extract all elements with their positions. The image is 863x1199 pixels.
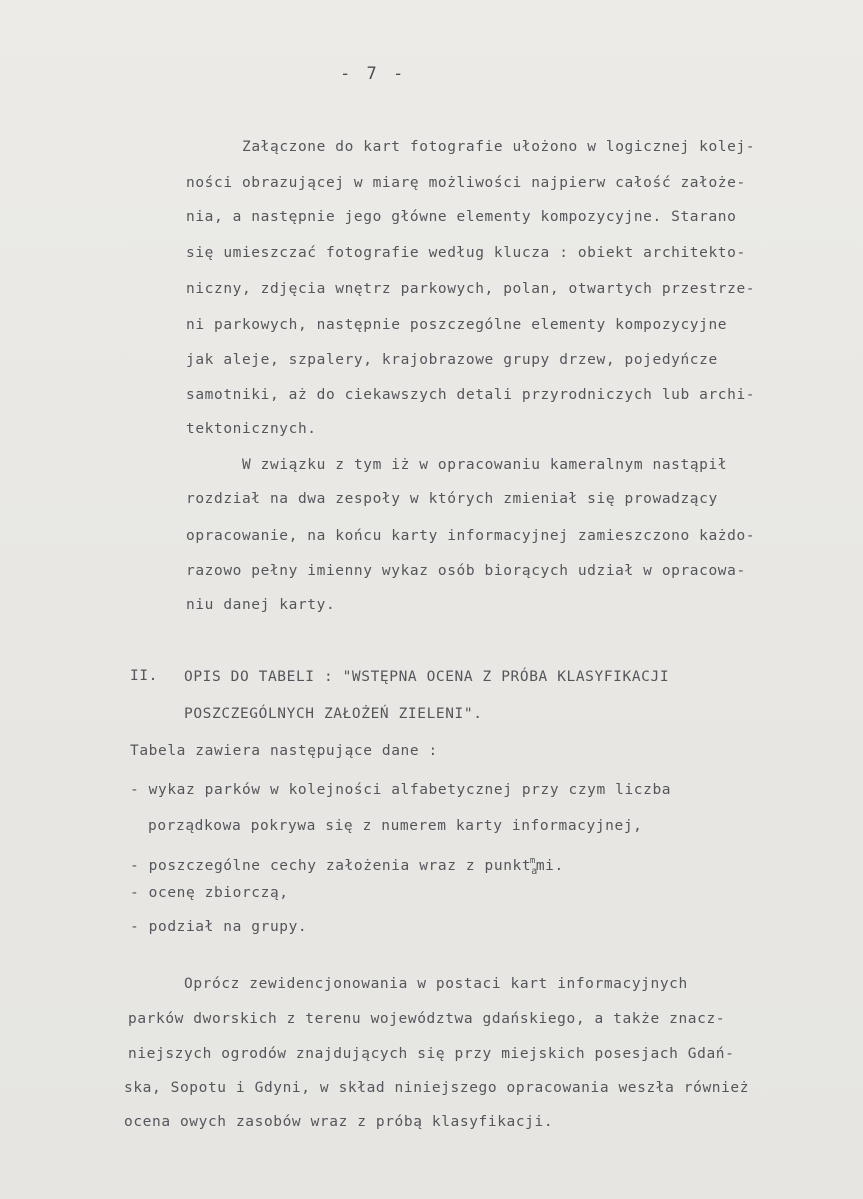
text-line: Oprócz zewidencjonowania w postaci kart informacyjnych xyxy=(184,976,688,992)
text-line: nia, a następnie jego główne elementy kompozycyjne. Starano xyxy=(186,209,737,225)
text-line: rozdział na dwa zespoły w których zmieniał się prowadzący xyxy=(186,491,718,507)
section-title-line: POSZCZEGÓLNYCH ZAŁOŻEŃ ZIELENI". xyxy=(184,706,483,722)
list-item: - podział na grupy. xyxy=(130,919,308,935)
list-item-text-end: mi. xyxy=(535,858,564,874)
section-title-line: OPIS DO TABELI : "WSTĘPNA OCENA Z PRÓBA KLASYFIKACJI xyxy=(184,669,670,685)
text-line: jak aleje, szpalery, krajobrazowe grupy drzew, pojedyńcze xyxy=(186,352,718,368)
text-line: ska, Sopotu i Gdyni, w skład niniejszego opracowania weszła również xyxy=(124,1080,750,1096)
text-line: tektonicznych. xyxy=(186,421,317,437)
text-line: W związku z tym iż w opracowaniu kameralnym nastąpił xyxy=(242,457,728,473)
text-line: niczny, zdjęcia wnętrz parkowych, polan, otwartych przestrze- xyxy=(186,281,756,297)
list-item-text: - poszczególne cechy założenia wraz z punkt xyxy=(130,858,532,874)
table-intro: Tabela zawiera następujące dane : xyxy=(130,743,438,759)
text-line: niu danej karty. xyxy=(186,597,336,613)
section-number: II. xyxy=(130,668,158,684)
text-line: parków dworskich z terenu województwa gdańskiego, a także znacz- xyxy=(128,1011,726,1027)
text-line: samotniki, aż do ciekawszych detali przyrodniczych lub archi- xyxy=(186,387,756,403)
text-line: ocena owych zasobów wraz z próbą klasyfikacji. xyxy=(124,1114,554,1130)
text-line: ni parkowych, następnie poszczególne elementy kompozycyjne xyxy=(186,317,728,333)
text-line: Załączone do kart fotografie ułożono w logicznej kolej- xyxy=(242,139,756,155)
text-line: razowo pełny imienny wykaz osób biorących udział w opracowa- xyxy=(186,563,746,579)
page-number: - 7 - xyxy=(340,64,407,84)
text-line: się umieszczać fotografie według klucza : obiekt architekto- xyxy=(186,245,746,261)
subscript-letter: a xyxy=(531,866,538,877)
text-line: ności obrazującej w miarę możliwości najpierw całość założe- xyxy=(186,175,746,191)
list-item: - wykaz parków w kolejności alfabetycznej przy czym liczba xyxy=(130,782,672,798)
superscript-letter: m xyxy=(529,856,536,866)
text-line: niejszych ogrodów znajdujących się przy miejskich posesjach Gdań- xyxy=(128,1046,735,1062)
list-item xyxy=(130,852,564,881)
text-line: opracowanie, na końcu karty informacyjnej zamieszczono każdo- xyxy=(186,528,756,544)
list-item-continuation: porządkowa pokrywa się z numerem karty informacyjnej, xyxy=(148,818,643,834)
list-item: - ocenę zbiorczą, xyxy=(130,885,289,901)
